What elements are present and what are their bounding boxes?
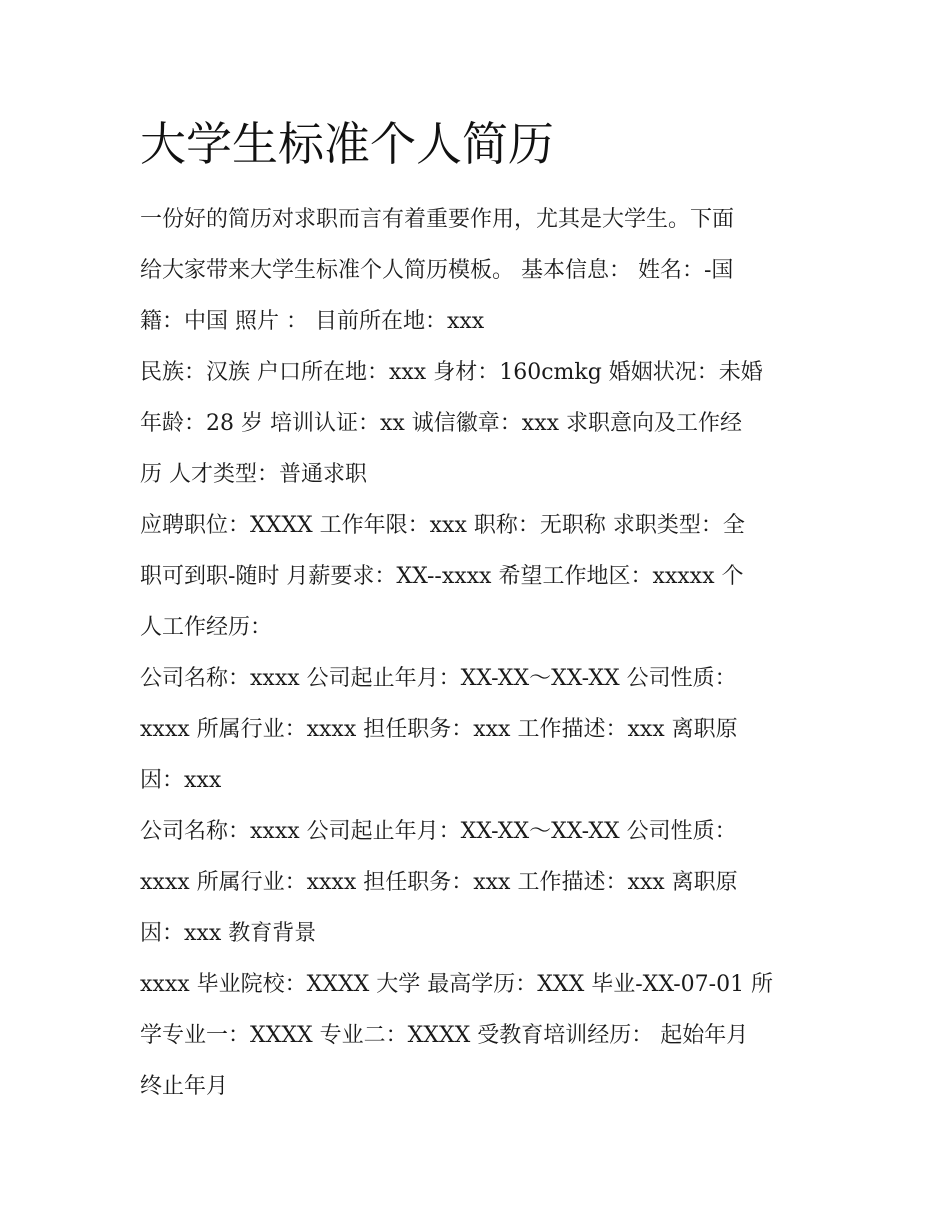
text-line: 终止年月 xyxy=(140,1074,229,1099)
text-line: 因：xxx 教育背景 xyxy=(140,921,317,946)
text-line: 籍：中国 照片 ： 目前所在地：xxx xyxy=(140,309,485,334)
text-line: 民族：汉族 户口所在地：xxx 身材：160cmkg 婚姻状况：未婚 xyxy=(140,360,763,385)
text-line: 人工作经历： xyxy=(140,615,273,640)
document-title: 大学生标准个人简历 xyxy=(140,117,554,171)
text-line: 一份好的简历对求职而言有着重要作用，尤其是大学生。下面 xyxy=(140,207,735,232)
text-line: 因：xxx xyxy=(140,768,222,793)
text-line: 职可到职-随时 月薪要求：XX--xxxx 希望工作地区：xxxxx 个 xyxy=(140,564,744,589)
text-line: xxxx 所属行业：xxxx 担任职务：xxx 工作描述：xxx 离职原 xyxy=(140,870,738,895)
text-line: xxxx 所属行业：xxxx 担任职务：xxx 工作描述：xxx 离职原 xyxy=(140,717,738,742)
text-line: 给大家带来大学生标准个人简历模板。 基本信息： 姓名：-国 xyxy=(140,258,734,283)
text-line: 年龄：28 岁 培训认证：xx 诚信徽章：xxx 求职意向及工作经 xyxy=(140,411,743,436)
text-line: 学专业一：XXXX 专业二：XXXX 受教育培训经历： 起始年月 xyxy=(140,1023,749,1048)
text-line: xxxx 毕业院校：XXXX 大学 最高学历：XXX 毕业-XX-07-01 所 xyxy=(140,972,774,997)
text-line: 应聘职位：XXXX 工作年限：xxx 职称：无职称 求职类型：全 xyxy=(140,513,745,538)
text-line: 公司名称：xxxx 公司起止年月：XX-XX～XX-XX 公司性质： xyxy=(140,666,737,691)
text-line: 历 人才类型：普通求职 xyxy=(140,462,367,487)
text-line: 公司名称：xxxx 公司起止年月：XX-XX～XX-XX 公司性质： xyxy=(140,819,737,844)
